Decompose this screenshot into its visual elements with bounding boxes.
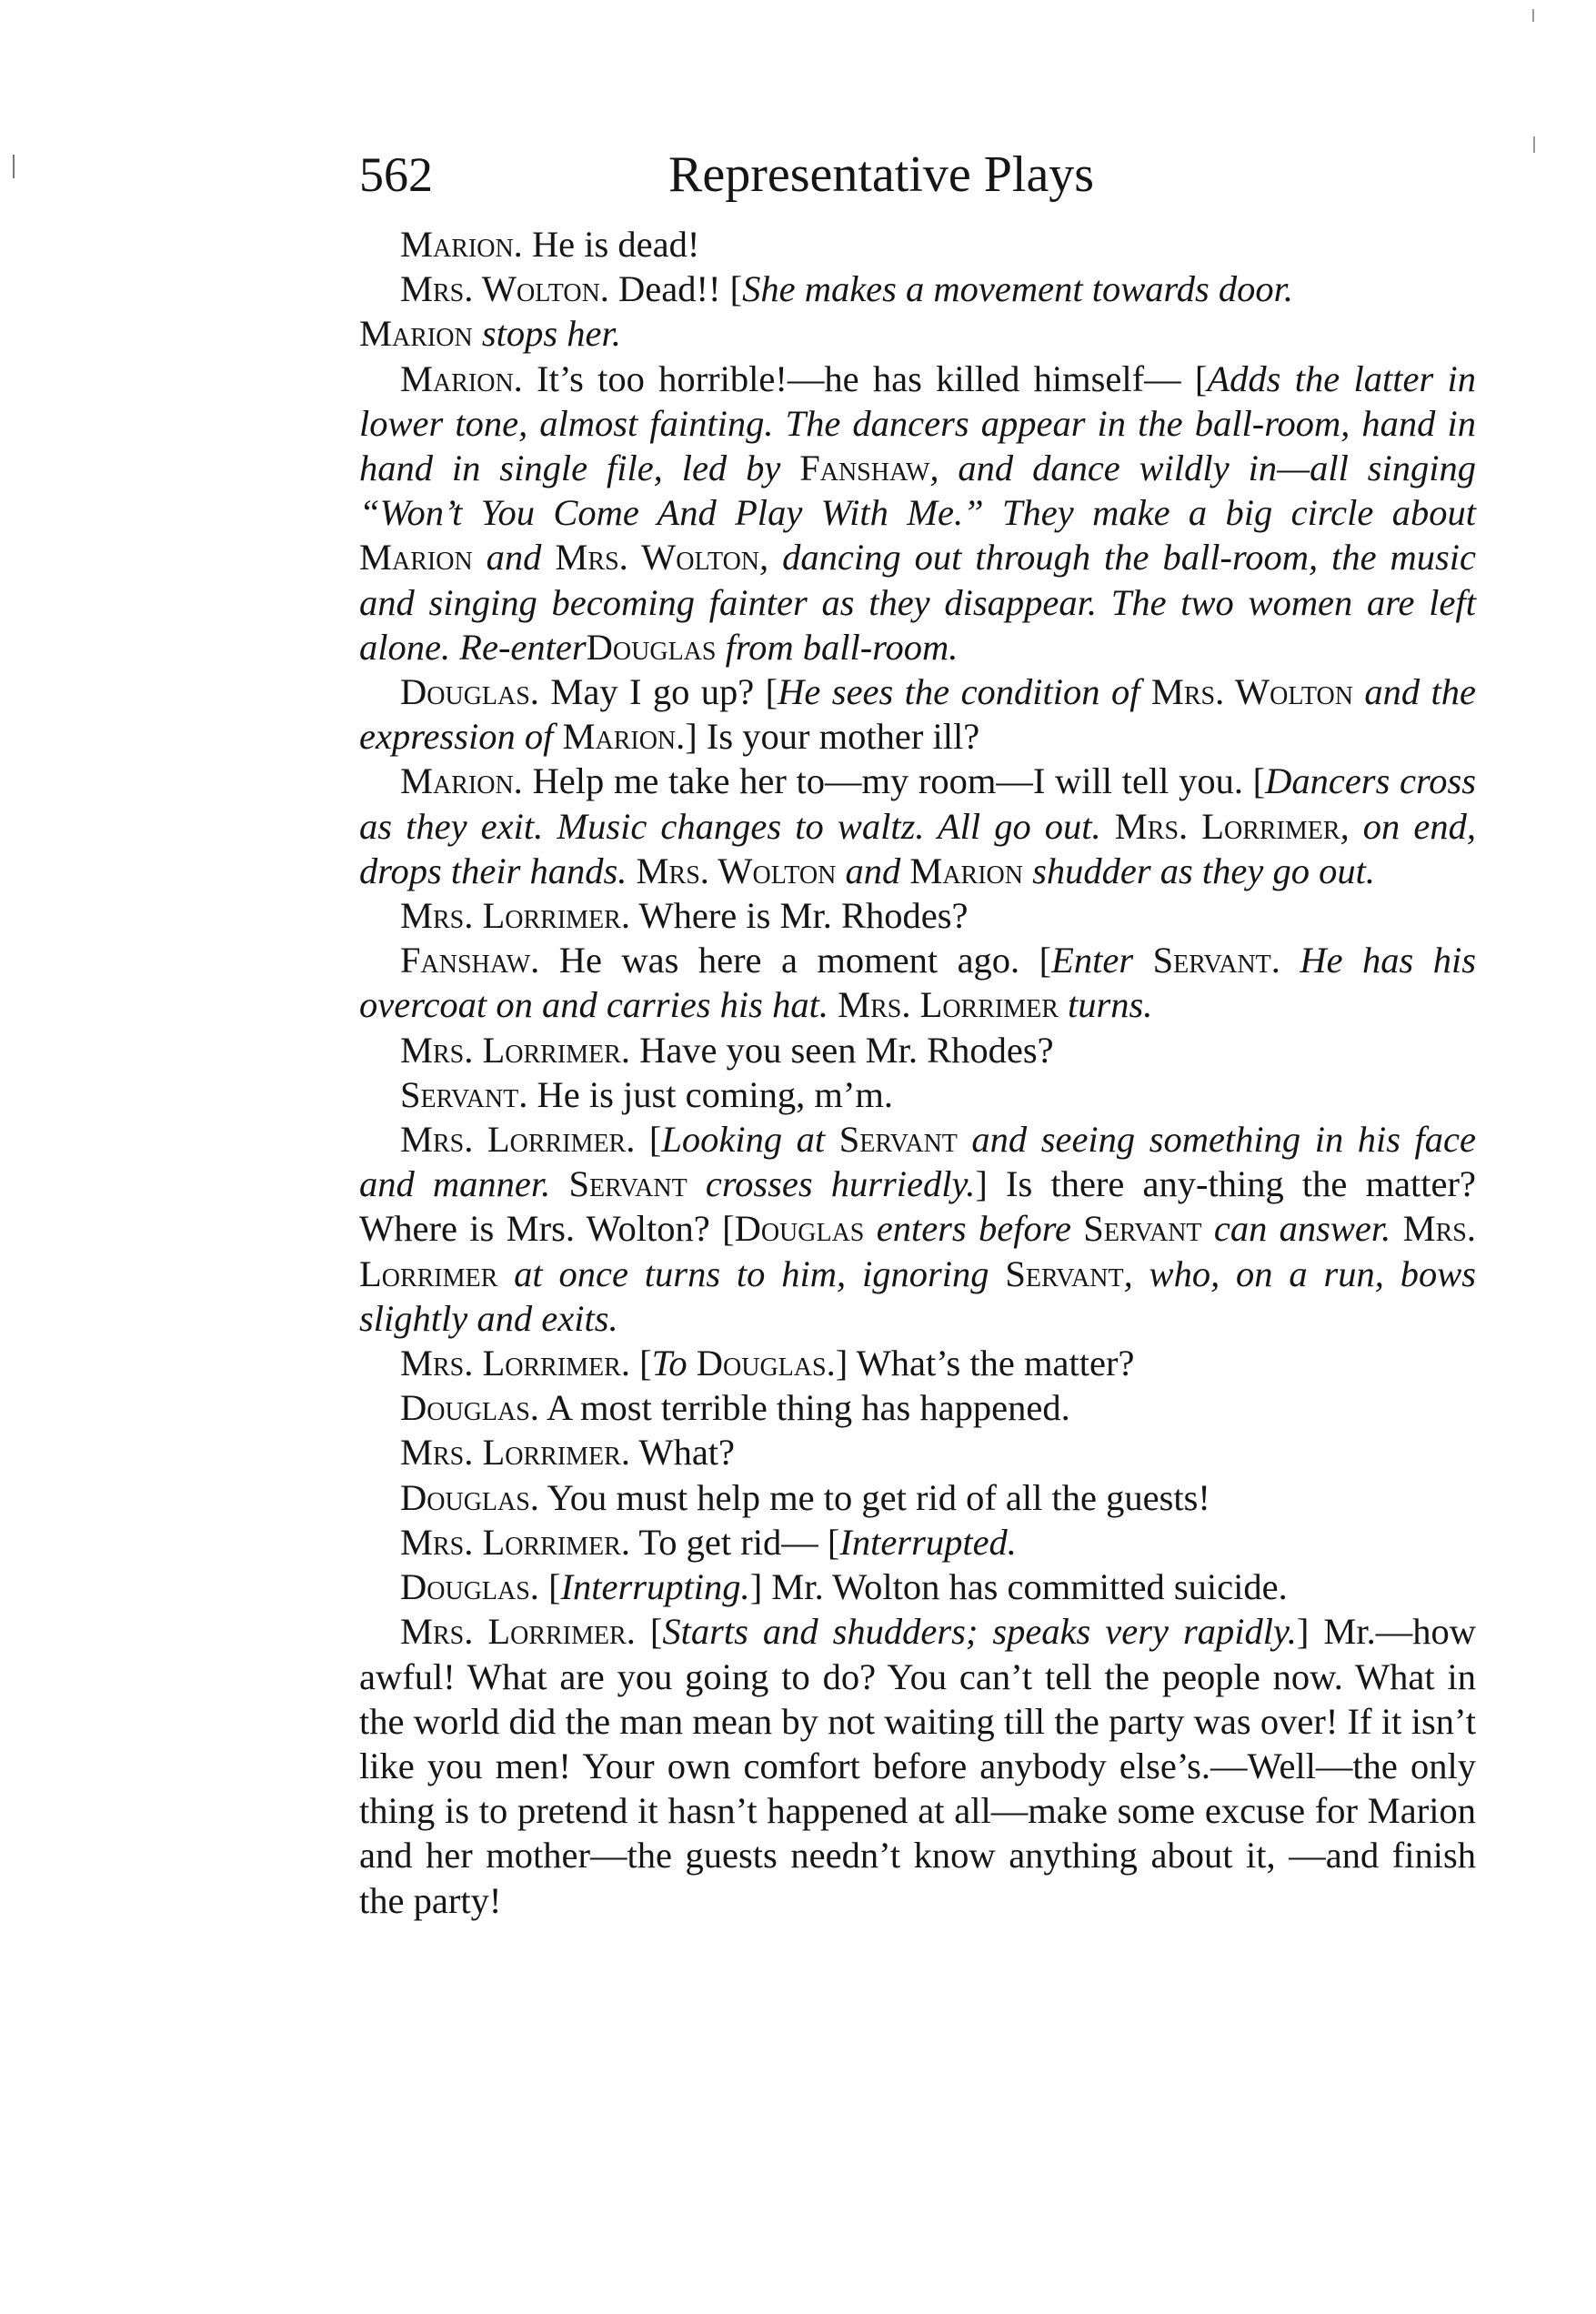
character-name: Mrs. Wolton — [1150, 671, 1353, 713]
character-name: Douglas — [586, 626, 717, 668]
speech-paragraph — [359, 1430, 1476, 1474]
character-name: Mrs. Lorrimer. — [400, 1611, 636, 1653]
stage-direction: and the expression of — [359, 671, 1477, 758]
play-text — [359, 222, 1476, 1923]
character-name: Mrs. Lorrimer. — [400, 1029, 630, 1071]
stage-direction: He sees the condition of — [778, 671, 1151, 713]
stage-direction: , dancing out through the ball-room, the music and singing becoming fainter as they disappear. The two women are left alone. Re-enter — [359, 537, 1477, 668]
dialogue-text: To get rid— [ — [629, 1521, 840, 1563]
speech-paragraph — [359, 893, 1476, 938]
character-name: Fanshaw. — [400, 940, 540, 981]
dialogue-text: Have you seen Mr. Rhodes? — [629, 1029, 1054, 1071]
speech-paragraph — [359, 759, 1476, 893]
dialogue-text: He is dead! — [522, 224, 700, 265]
dialogue-text: .] Is your mother ill? — [676, 716, 980, 758]
speech-paragraph — [359, 1385, 1476, 1430]
stage-direction: , on end, drops their hands. — [359, 805, 1476, 891]
dialogue-text: Dead!! [ — [608, 268, 743, 310]
stage-direction: Looking at — [661, 1119, 839, 1161]
dialogue-text: [ — [629, 1343, 652, 1384]
character-name: Marion — [359, 313, 473, 355]
stage-direction: crosses hurriedly. — [687, 1163, 976, 1205]
speech-paragraph — [359, 1341, 1476, 1385]
character-name: Mrs. Lorrimer. — [400, 1119, 636, 1161]
stage-direction: stops her. — [472, 313, 621, 355]
stage-direction: Enter — [1051, 940, 1153, 981]
stage-direction: and — [836, 850, 910, 891]
stage-direction: shudder as they go out. — [1023, 850, 1375, 891]
character-name: Mrs. Lorrimer — [359, 1208, 1476, 1294]
dialogue-text: Help me take her to—my room—I will tell you. [ — [522, 760, 1266, 802]
character-name: Mrs. Lorrimer. — [400, 895, 630, 937]
character-name: Mrs. Wolton. — [400, 268, 609, 310]
scan-margin-mark — [13, 155, 15, 178]
speech-paragraph — [359, 669, 1476, 759]
stage-direction: Starts and shudders; speaks very rapidly. — [662, 1611, 1297, 1653]
stage-direction: To — [651, 1343, 697, 1384]
character-name: Servant. — [400, 1073, 528, 1115]
speech-paragraph — [359, 1564, 1476, 1609]
page-number: 562 — [359, 147, 433, 202]
character-name: Mrs. Lorrimer. — [400, 1343, 630, 1384]
speech-paragraph — [359, 1609, 1476, 1922]
character-name: Servant — [1152, 940, 1271, 981]
character-name: Servant — [1005, 1253, 1124, 1294]
dialogue-text: ] Mr.—how awful! What are you going to do? You can’t tell the people now. What in the world did the man mean by not waiting till the party was over! If it isn’t like you men! Your own comfort before anybody else’s.—Well—the only thing is to pretend it hasn’t happened at all—make some excuse for Marion and her mother—the guests needn’t know anything about it, —and finish the party! — [359, 1611, 1476, 1921]
character-name: Douglas. — [400, 1387, 539, 1429]
dialogue-text: [ — [635, 1119, 662, 1161]
stage-direction: and — [472, 537, 556, 578]
stage-direction: Interrupted. — [839, 1521, 1017, 1563]
running-title: Representative Plays — [668, 146, 1095, 203]
speech-paragraph — [359, 1117, 1476, 1341]
stage-direction: He has his overcoat on and carries his hat. — [359, 940, 1476, 1026]
character-name: Douglas. — [400, 671, 539, 713]
stage-direction: She makes a movement towards door. — [742, 268, 1294, 310]
character-name: Mrs. Wolton — [555, 537, 760, 578]
character-name: Fanshaw — [799, 448, 930, 489]
dialogue-text: A most terrible thing has happened. — [538, 1387, 1070, 1429]
character-name: Marion — [562, 716, 677, 758]
speech-paragraph — [359, 222, 1476, 267]
dialogue-text: He was here a moment ago. [ — [539, 940, 1052, 981]
stage-direction: can answer. — [1201, 1208, 1403, 1250]
continuation-paragraph — [359, 311, 1476, 356]
speech-paragraph — [359, 1520, 1476, 1564]
speech-paragraph — [359, 357, 1476, 669]
dialogue-text: What? — [629, 1432, 736, 1474]
stage-direction: , and dance wildly in—all singing “Won’t You Come And Play With Me.” They make a big circle about — [359, 448, 1476, 534]
running-header — [359, 138, 1478, 211]
character-name: Marion. — [400, 224, 523, 265]
stage-direction: Dancers cross as they exit. Music changes to waltz. All go out. — [359, 760, 1476, 847]
scan-margin-mark — [1532, 9, 1534, 22]
character-name: Douglas — [696, 1343, 827, 1384]
character-name: Mrs. Lorrimer. — [400, 1432, 630, 1474]
dialogue-text: [ — [538, 1566, 561, 1608]
dialogue-text: . — [1270, 940, 1280, 981]
character-name: Mrs. Lorrimer — [838, 984, 1059, 1026]
dialogue-text: ] Is there any-thing the matter? Where is Mrs. Wolton? [ — [359, 1163, 1476, 1250]
stage-direction: Adds the latter in lower tone, almost fainting. The dancers appear in the ball-room, hand in hand in single file, led by — [359, 357, 1476, 489]
dialogue-text: ] Mr. Wolton has committed suicide. — [749, 1566, 1288, 1608]
dialogue-text: You must help me to get rid of all the guests! — [538, 1476, 1210, 1518]
speech-paragraph — [359, 267, 1476, 311]
scan-margin-mark — [1533, 136, 1535, 153]
stage-direction: and seeing something in his face and manner. — [359, 1119, 1476, 1205]
stage-direction: enters before — [864, 1208, 1084, 1250]
character-name: Marion. — [400, 760, 523, 802]
character-name: Marion. — [400, 357, 523, 399]
stage-direction: at once turns to him, ignoring — [497, 1253, 1006, 1294]
dialogue-text: Where is Mr. Rhodes? — [629, 895, 969, 937]
character-name: Servant — [1083, 1208, 1202, 1250]
stage-direction: , who, on a run, bows slightly and exits. — [359, 1253, 1476, 1339]
character-name: Mrs. Lorrimer — [1114, 805, 1340, 847]
character-name: Mrs. Lorrimer. — [400, 1521, 630, 1563]
speech-paragraph — [359, 1072, 1476, 1117]
character-name: Douglas — [734, 1208, 865, 1250]
speech-paragraph — [359, 1028, 1476, 1072]
character-name: Douglas. — [400, 1566, 539, 1608]
dialogue-text: .] What’s the matter? — [826, 1343, 1135, 1384]
stage-direction: turns. — [1058, 984, 1153, 1026]
dialogue-text: [ — [635, 1611, 663, 1653]
character-name: Servant — [568, 1163, 688, 1205]
dialogue-text: He is just coming, m’m. — [527, 1073, 893, 1115]
stage-direction: Interrupting. — [560, 1566, 750, 1608]
dialogue-text: May I go up? [ — [538, 671, 778, 713]
character-name: Marion — [359, 537, 473, 578]
character-name: Mrs. Wolton — [636, 850, 837, 891]
dialogue-text: It’s too horrible!—he has killed himself— [ — [522, 357, 1208, 399]
speech-paragraph — [359, 1475, 1476, 1520]
stage-direction: from ball-room. — [716, 626, 959, 668]
character-name: Marion — [909, 850, 1024, 891]
character-name: Douglas. — [400, 1476, 539, 1518]
character-name: Servant — [838, 1119, 958, 1161]
speech-paragraph — [359, 938, 1476, 1027]
